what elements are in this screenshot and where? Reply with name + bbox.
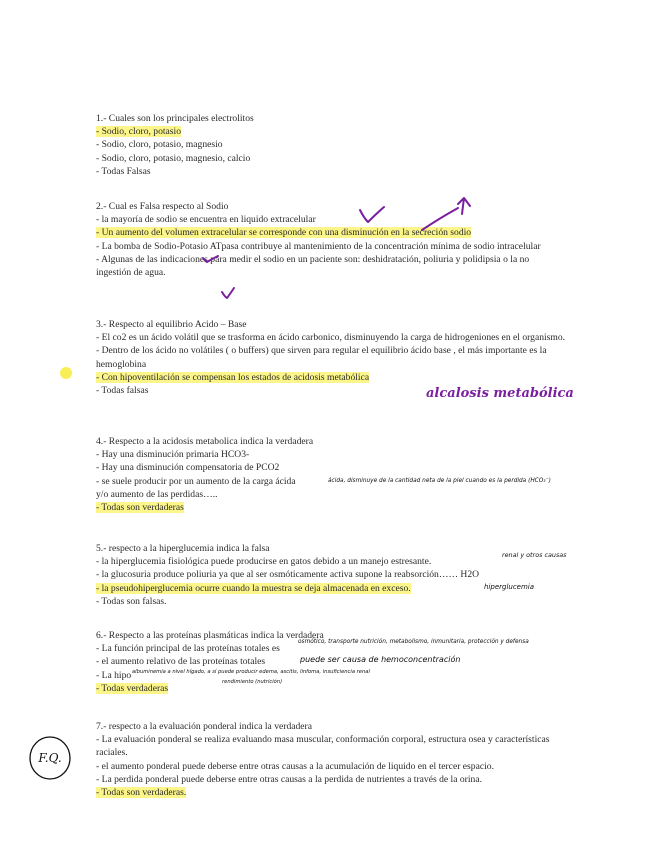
option-a [96,125,576,138]
annotation-q6-c: albuminemia a nivel hígado, a sí puede producir edema, ascitis, linfoma, insuficiencia renal [132,669,370,675]
option-a: - El co2 es un ácido volátil que se trasforma en ácido carbonico, disminuyendo la carga de hidrogeniones en el organismo. [96,332,566,344]
option-c: - La hipo [96,669,132,681]
signature-text: F.Q. [38,751,62,765]
question-title: 4.- Respecto a la acidosis metabolica indica la verdadera [96,436,314,447]
question-title: 7.- respecto a la evaluación ponderal indica la verdadera [96,721,313,732]
checkmark-icon [222,288,234,298]
question-title: 3.- Respecto al equilibrio Acido – Base [96,319,247,330]
highlighter-dot [60,367,72,379]
option-c: - se suele producir por un aumento de la carga ácida [96,475,296,487]
option-b: - Dentro de los ácido no volátiles ( o buffers) que sirven para regular el equilibrio ácido base , el más importante es la hemoglobina [96,345,547,370]
option-b: - la glucosuria produce poliuria ya que al ser osmóticamente activa supone la reabsorción…… H2O [96,569,480,581]
highlighted-answer: - Todas son verdaderas [96,502,184,514]
annotation-q5-b: hiperglucemia [484,583,535,591]
option-c: - Sodio, cloro, potasio, magnesio, calcio [96,152,251,164]
option-b: - Hay una disminución compensatoria de PCO2 [96,462,280,474]
annotation-q6-d: rendimiento (nutrición) [222,679,283,685]
question-title: 5.- respecto a la hiperglucemia indica la falsa [96,543,270,554]
annotation-q6-a: osmótico, transporte nutrición, metabolismo, inmunitaria, protección y defensa [298,639,529,645]
annotation-q4: ácida, disminuye de la cantidad neta de la piel cuando es la perdida (HCO₃⁻) [328,478,551,484]
question-2 [96,200,566,279]
option-a: - Hay una disminución primaria HCO3- [96,449,250,461]
option-c: - La perdida ponderal puede deberse entre otras causas a la perdida de nutrientes a través de la orina. [96,773,482,785]
highlighted-answer: - Todas son verdaderas. [96,787,187,799]
annotation-q5-a: renal y otros causas [502,551,567,559]
option-c-cont: y/o aumento de las perdidas….. [96,488,218,500]
question-title: 2.- Cual es Falsa respecto al Sodio [96,201,229,212]
option-d [96,682,576,695]
question-1 [96,112,576,178]
highlighted-answer: - la pseudohiperglucemia ocurre cuando la muestra se deja almacenada en exceso. [96,582,411,594]
option-d: - Todas falsas [96,385,149,397]
option-b: - el aumento relativo de las proteínas totales [96,656,266,668]
option-a: - La evaluación ponderal se realiza evaluando masa muscular, conformación corporal, estructura osea y características raciales. [96,734,550,759]
option-a: - la hiperglucemia fisiológica puede producirse en gatos debido a un manejo estresante. [96,556,432,568]
annotation-alcalosis: alcalosis metabólica [426,386,574,401]
question-4 [96,435,576,514]
option-d [96,501,576,514]
option-d [96,786,572,799]
option-a: - la mayoría de sodio se encuentra en liquido extracelular [96,214,316,226]
option-c: - La bomba de Sodio-Potasio ATpasa contribuye al mantenimiento de la concentración mínima de sodio intracelular [96,240,541,252]
option-b [96,226,566,239]
question-title: 1.- Cuales son los principales electrolitos [96,113,254,124]
highlighted-answer: - Con hipoventilación se compensan los estados de acidosis metabólica [96,371,370,383]
option-a: - La función principal de las proteínas totales es [96,643,280,655]
option-b: - el aumento ponderal puede deberse entre otras causas a la acumulación de liquido en el tercer espacio. [96,760,494,772]
highlighted-answer: - Todas verdaderas [96,682,169,694]
highlighted-answer: - Un aumento del volumen extracelular se corresponde con una disminución en la secreción sodio [96,227,472,239]
option-d: - Todas Falsas [96,165,151,177]
option-d: - Todas son falsas. [96,595,167,607]
option-d: - Algunas de las indicaciones para medir el sodio en un paciente son: deshidratación, poliuria y polidipsia o la no ingestión de agua. [96,253,530,279]
highlighted-answer: - Sodio, cloro, potasio [96,126,182,138]
question-7 [96,720,572,799]
option-c [96,371,568,384]
option-b: - Sodio, cloro, potasio, magnesio [96,139,223,151]
annotation-q6-b: puede ser causa de hemoconcentración [300,655,461,664]
question-title: 6.- Respecto a las proteínas plasmáticas indica la verdadera [96,630,324,641]
